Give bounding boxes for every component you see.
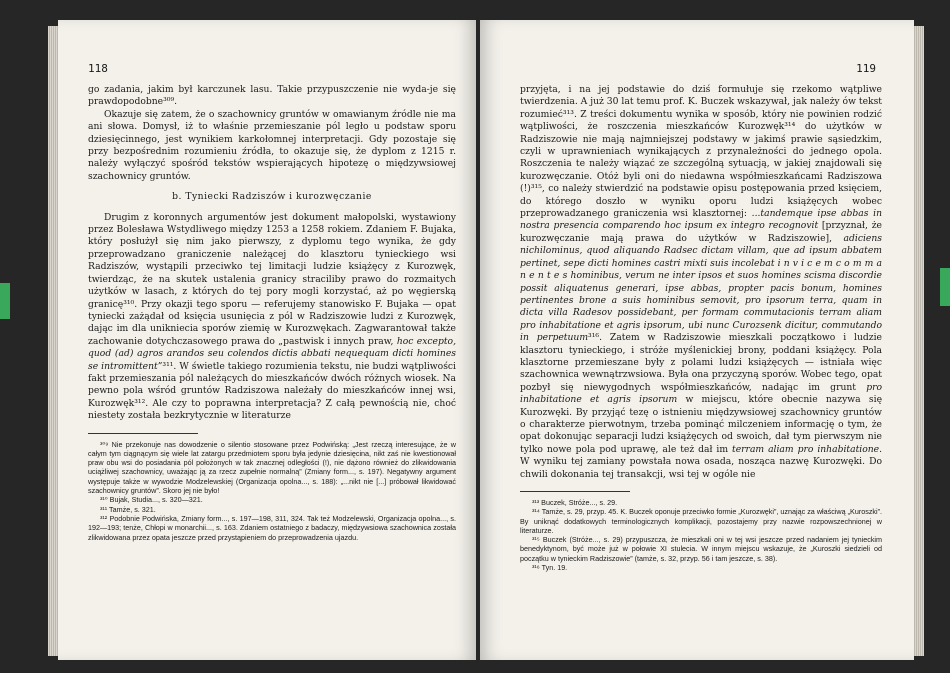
left-page-body	[88, 84, 456, 542]
paragraph: Okazuje się zatem, że o szachownicy gruntów w omawianym źródle nie ma ani słowa. Domysł, iż to właśnie przemieszanie pól legło u podstaw sporu dziesięcinnego, jest wynikiem karkołomnej interpretacji. Gdy pozostaje się przy bezpośrednim rozumieniu źródła, to okazuje się, że dyplom z 1215 r. należy wyłączyć spośród tekstów wspierających hipotezę o międzywsiowej szachownicy gruntów.	[88, 108, 456, 182]
text-run: ”³¹¹. W świetle takiego rozumienia tekstu, nie budzi wątpliwości fakt przemieszania pól należących do mieszkańców dwóch różnych wiosek. Na pewno pola wśród gruntów Radziszowa należały do mieszkańców innej wsi, Kurozwęk³¹². Ale czy to poprawna interpretacja? Z całą pewnością nie, choć niestety została bezkrytycznie w literaturze	[88, 360, 456, 422]
text-run: Drugim z koronnych argumentów jest dokument małopolski, wystawiony przez Bolesława Wstydliwego między 1253 a 1258 rokiem. Zdaniem F. Bujaka, który posłużył się nim jako pierwszy, z dyplomu tego wynika, że gdy przeprowadzano graniczenie należącej do klasztoru tynieckiego wsi Radziszów, wystąpili przeciwko tej limitacji ludzie książęcy z Kurozwęk, twierdząc, że na skutek ustalenia granicy straciliby prawo do rozmaitych użytków w lasach, z których do tej pory mogli korzystać, aż po węgierską granicę³¹⁰. Przy okazji tego sporu — referujemy stanowisko F. Bujaka — opat tyniecki zażądał od księcia usunięcia z pól w Radziszowie ludzi z Kurozwęk, dając im dla unikniecia sporów ziemię w Kurozwękach. Zagwarantował także zachowanie dotychczasowego prawa do „pastwisk i innych praw,	[88, 211, 456, 347]
footnote: ³¹² Podobnie Podwińska, Zmiany form..., s. 197—198, 311, 324. Tak też Modzelewski, Organizacja opolna..., s. 192—193; tenże, Chłopi w monarchii..., s. 163. Zdaniem ostatniego z badaczy, międzywsiowa szachownica została zlikwidowana przez opata jeszcze przed przystąpieniem do przeprowadzenia ujazdu.	[88, 513, 456, 542]
latin-quote: hoc excepto, quod (ad) agros arandos seu colendos dictis abbati nequequam dicti homines se intromittent	[88, 335, 457, 372]
left-color-marker	[0, 283, 10, 319]
latin-quote: adiciens nichilominus, quod aliquando Radsec dictam villam, que ad ipsum abbatem pertinet, sepe dicti homines castri mixti suis incolebat i n v i c e m c o m m a n e n t e s hominibus, verum ne inter ipsos et suos homines scisma discordie possit aliquatenus generari, ipse abbas, propter pacis bonum, homines pertinentes brone a suis hominibus semovit, pro ipsorum terra, quam in dicta villa Radesov possidebant, per formam commutacionis terram aliam pro inhabitatione et agris ipsorum, ubi nunc Curozsenk dicitur, commutando in perpetuum	[520, 232, 882, 344]
text-run: ³¹⁶. Zatem w Radziszowie mieszkali początkowo i ludzie klasztoru tynieckiego, i stróże myślenickiej brony, poddani książęcy. Pola klasztorne przemieszane były z polami ludzi książęcych — istniała więc szachownica wewnątrzwsiowa. Była ona przyczyną sporów. Wobec tego, opat pozbył się niewygodnych współmieszkańców, nadając im grunt	[520, 332, 882, 393]
footnote: ³¹⁶ Tyn. 19.	[532, 563, 568, 573]
right-color-marker	[940, 268, 950, 306]
footnote: ³⁰⁹ Nie przekonuje nas dowodzenie o silentio stosowane przez Podwińską: „Jest rzeczą interesujące, że w całym tym ciągnącym się wiele lat zatargu przedmiotem sporu była jedynie dziesięcina, nikt zaś nie kwestionował praw obu wsi do posiadania pól położonych w tak znacznej odległości (!), nie dążono również do zlikwidowania uciążliwej szachownicy, uważając ją za rzecz zupełnie normalną” (Zmiany form..., s. 197). Negatywny argument występuje także w wywodzie Modzelewskiej (Organizacja opolna..., s. 188): „...nikt nie [...] próbował likwidować szachownicy gruntów”. Skoro jej nie było!	[88, 439, 456, 496]
latin-quote: ...tandemque ipse abbas in nostra presencia comparendo hoc ipsum ex integro recognovit	[520, 208, 883, 232]
left-page	[58, 20, 476, 660]
paragraph	[520, 84, 882, 481]
footnote: ³¹¹ Tamże, s. 321.	[100, 504, 156, 514]
right-page-body	[520, 84, 882, 572]
footnotes	[520, 498, 882, 572]
paragraph: go zadania, jakim był karczunek lasu. Takie przypuszczenie nie wyda-je się prawdopodobne³⁰⁹.	[88, 84, 456, 108]
footnote: ³¹⁴ Tamże, s. 29, przyp. 45. K. Buczek oponuje przeciwko formie „Kurozwęki”, uznając za właściwą „Kuroszki”. By uniknąć dodatkowych terminologicznych komplikacji, pozostajemy przy nazwie rozpowszechnionej w literaturze.	[520, 507, 882, 535]
footnotes	[88, 440, 456, 542]
text-run: w miejscu, które obecnie nazywa się Kurozwęki. By przyjąć tezę o istnieniu międzywsiowej szachownicy gruntów o charakterze pierwotnym, trzeba pominąć milczeniem informację o tym, że opat dokonując separacji ludzi książęcych od swoich, dał tym pierwszym nie tylko nowe pola pod uprawę, ale też dał im	[520, 394, 883, 455]
page-number-left: 118	[88, 62, 108, 75]
text-run: [przyznał, że kurozwęczanie mają prawa do użytków w Radziszowie],	[520, 220, 882, 244]
footnote: ³¹⁵ Buczek (Stróże..., s. 29) przypuszcza, że mieszkali oni w tej wsi jeszcze przed nadaniem jej tynieckim benedyktynom, być może już w połowie XI stulecia. W innym miejscu wskazuje, że „Kuroszki siedzieli od początku w tynieckim Radziszowie” (tamże, s. 32, przyp. 56 i tam jeszcze, s. 38).	[520, 535, 882, 563]
latin-quote: terram aliam pro inhabitatione	[732, 443, 880, 455]
text-run: . W wyniku tej zamiany powstała nowa osada, nosząca nazwę Kurozwęki. Do chwili dokonania tej transakcji, wsi tej w ogóle nie	[520, 443, 883, 480]
footnote: ³¹³ Buczek, Stróże..., s. 29.	[532, 498, 618, 507]
paragraph	[88, 212, 456, 423]
footnote: ³¹⁰ Bujak, Studia..., s. 320—321.	[100, 495, 203, 505]
footnote-divider	[520, 491, 630, 492]
right-page	[480, 20, 914, 660]
right-page-edges	[914, 26, 924, 656]
footnote-divider	[88, 433, 198, 434]
text-run: przyjęta, i na jej podstawie do dziś formułuje się rzekomo wątpliwe twierdzenia. A już 30 lat temu prof. K. Buczek wskazywał, jak należy ów tekst rozumieć³¹³. Z treści dokumentu wynika w sposób, który nie powinien rodzić wątpliwości, że roszczenia mieszkańców Kurozwęk³¹⁴ do użytków w Radziszowie nie mają najmniejszej podstawy w jakimś prawie sąsiedzkim, czyli w uprawnieniach wynikających z przynależności do jednego opola. Roszczenia te należy wiązać ze szczególną sytuacją, w jakiej znajdowali się kurozwęczanie. Otóż byli oni do niedawna współmieszkańcami Radziszowa (!)³¹⁵, co należy stwierdzić na podstawie opisu postępowania przed księciem, do którego doszło w wyniku oporu ludzi książęcych wobec przeprowadzanego graniczenia wsi klasztornej:	[520, 84, 882, 220]
page-number-right: 119	[856, 62, 876, 75]
latin-quote: pro inhabitatione et agris ipsorum	[520, 381, 882, 406]
left-page-edges	[48, 26, 58, 656]
section-heading: b. Tyniecki Radziszów i kurozwęczanie	[172, 191, 372, 203]
